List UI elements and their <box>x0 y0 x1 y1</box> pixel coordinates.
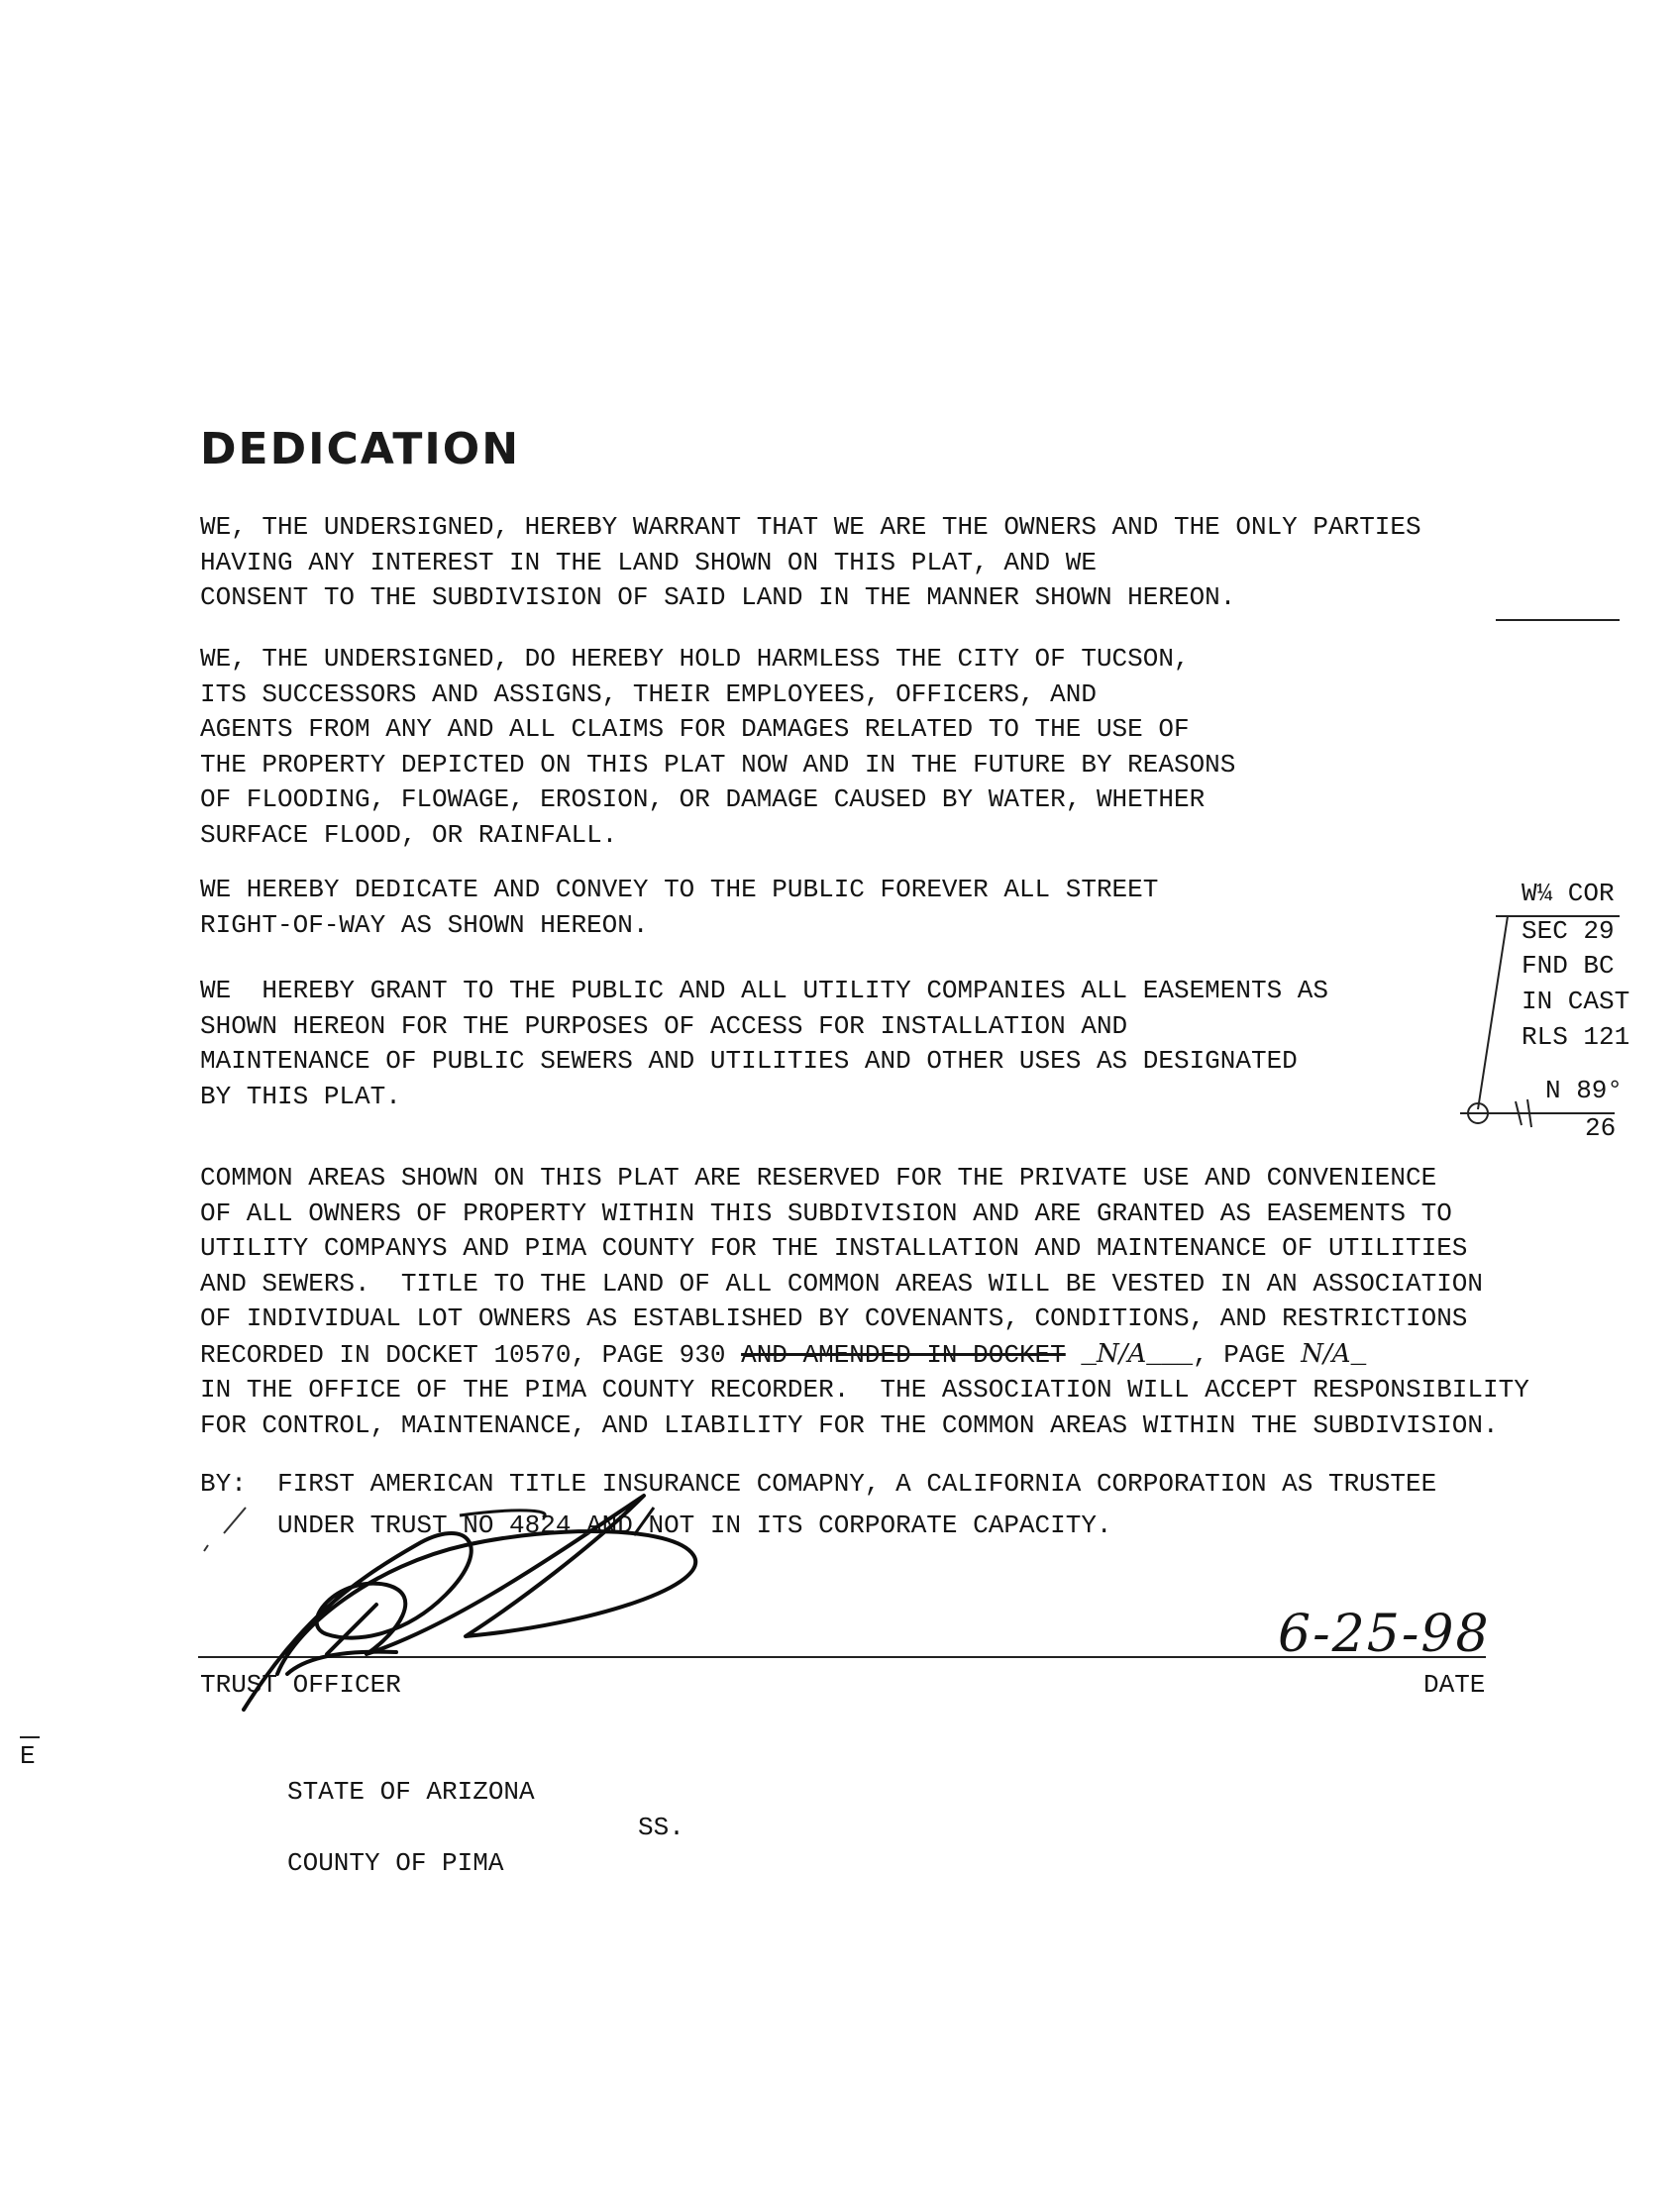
common-areas-paragraph: COMMON AREAS SHOWN ON THIS PLAT ARE RESERVED FOR THE PRIVATE USE AND CONVENIENCE OF ALL OWNERS OF PROPERTY WITHIN THIS SUBDIVISION AND ARE GRANTED AS EASEMENTS TO UTILITY COMPANYS AND PIMA COUNTY FOR THE INSTALLATION AND MAINTENANCE OF UTILITIES AND SEWERS. TITLE TO THE LAND OF ALL COMMON AREAS WILL BE VESTED IN AN ASSOCIATION OF INDIVIDUAL LOT OWNERS AS ESTABLISHED BY COVENANTS, CONDITIONS, AND RESTRICTIONS <box>200 1163 1484 1333</box>
street-dedication-paragraph: WE HEREBY DEDICATE AND CONVEY TO THE PUBLIC FOREVER ALL STREET RIGHT-OF-WAY AS SHOWN HEREON. <box>200 875 1159 940</box>
handwritten-page-fill: N/A <box>1301 1339 1351 1369</box>
strike-mark-no <box>460 1510 545 1517</box>
plat-bearing: N 89° <box>1545 1076 1624 1105</box>
plat-line-4: RLS 121 <box>1522 1022 1630 1052</box>
margin-mark: E <box>20 1741 36 1771</box>
stray-pen-dot <box>204 1545 208 1551</box>
page-title: DEDICATION <box>200 424 521 474</box>
handwritten-docket-fill: N/A <box>1096 1339 1147 1369</box>
signature-tail <box>287 1652 396 1674</box>
notary-county: COUNTY OF PIMA <box>287 1848 504 1878</box>
struck-amendment-text: AND AMENDED IN DOCKET <box>741 1340 1066 1370</box>
handwritten-date: 6-25-98 <box>1278 1605 1491 1664</box>
stray-pen-mark <box>224 1508 246 1533</box>
trustee-line-1: BY: FIRST AMERICAN TITLE INSURANCE COMAPNY, A CALIFORNIA CORPORATION AS TRUSTEE <box>200 1469 1437 1499</box>
owners-warranty-paragraph: WE, THE UNDERSIGNED, HEREBY WARRANT THAT WE ARE THE OWNERS AND THE ONLY PARTIES HAVING ANY INTEREST IN THE LAND SHOWN ON THIS PLAT, AND WE CONSENT TO THE SUBDIVISION OF SAID LAND IN THE MANNER SHOWN HEREON. <box>200 512 1421 612</box>
plat-section-line <box>1478 916 1508 1109</box>
blank-underline-end: _ <box>1350 1340 1367 1370</box>
blank-underline: _ <box>1065 1340 1097 1370</box>
recorder-paragraph: IN THE OFFICE OF THE PIMA COUNTY RECORDER. THE ASSOCIATION WILL ACCEPT RESPONSIBILITY FOR CONTROL, MAINTENANCE, AND LIABILITY FOR THE COMMON AREAS WITHIN THE SUBDIVISION. <box>200 1375 1529 1440</box>
notary-ss: SS. <box>638 1813 684 1842</box>
plat-line-1: SEC 29 <box>1522 916 1615 946</box>
trustee-line-2: UNDER TRUST NO 4824 AND NOT IN ITS CORPORATE CAPACITY. <box>277 1510 1112 1540</box>
trust-officer-signature <box>244 1496 695 1710</box>
plat-line-3: IN CAST <box>1522 987 1630 1016</box>
hold-harmless-paragraph: WE, THE UNDERSIGNED, DO HEREBY HOLD HARMLESS THE CITY OF TUCSON, ITS SUCCESSORS AND ASSIGNS, THEIR EMPLOYEES, OFFICERS, AND AGENTS FROM ANY AND ALL CLAIMS FOR DAMAGES RELATED TO THE USE OF THE PROPERTY DEPICTED ON THIS PLAT NOW AND IN THE FUTURE BY REASONS OF FLOODING, FLOWAGE, EROSION, OR DAMAGE CAUSED BY WATER, WHETHER SURFACE FLOOD, OR RAINFALL. <box>200 644 1236 850</box>
easements-paragraph: WE HEREBY GRANT TO THE PUBLIC AND ALL UTILITY COMPANIES ALL EASEMENTS AS SHOWN HEREON FOR THE PURPOSES OF ACCESS FOR INSTALLATION AND MAINTENANCE OF PUBLIC SEWERS AND UTILITIES AND OTHER USES AS DESIGNATED BY THIS PLAT. <box>200 976 1328 1111</box>
notary-state: STATE OF ARIZONA <box>287 1777 535 1807</box>
strike-mark-not <box>634 1508 654 1535</box>
trust-officer-label: TRUST OFFICER <box>200 1670 401 1700</box>
plat-distance: 26 <box>1585 1113 1617 1143</box>
docket-prefix: RECORDED IN DOCKET 10570, PAGE 930 <box>200 1340 742 1370</box>
plat-line-2: FND BC <box>1522 951 1615 981</box>
plat-corner-label: W¼ COR <box>1522 879 1615 908</box>
date-label: DATE <box>1423 1670 1486 1700</box>
page-label: ___, PAGE <box>1146 1340 1302 1370</box>
